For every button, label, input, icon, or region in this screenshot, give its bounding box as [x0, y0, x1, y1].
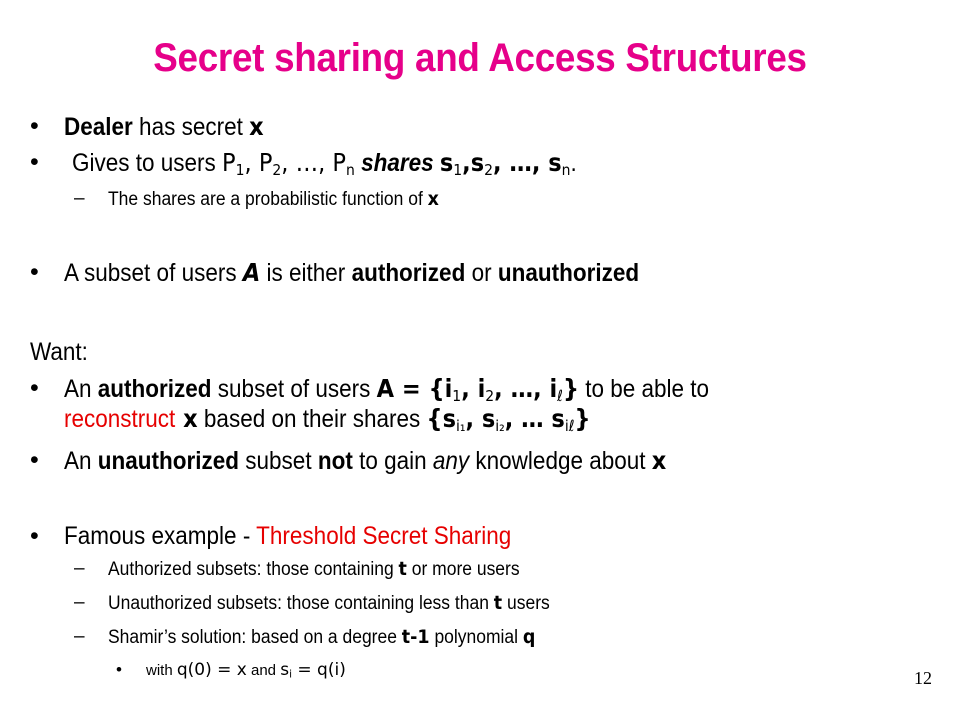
math: t — [398, 558, 407, 580]
math-sub: 1 — [235, 160, 245, 179]
text: to be able to — [578, 375, 710, 403]
line-shamir — [108, 626, 535, 649]
secret-var: x — [249, 112, 264, 141]
bullet-glyph: • — [116, 660, 122, 679]
math-sub: i — [289, 668, 292, 681]
text: subset — [239, 447, 318, 475]
secret-var: x — [651, 446, 667, 475]
math-sub: n — [345, 160, 355, 179]
not-term: not — [317, 447, 353, 475]
math-sub: ℓ — [557, 386, 563, 405]
secret-var: x — [175, 404, 198, 433]
math: t — [493, 592, 503, 614]
dash-glyph: – — [74, 626, 85, 647]
text: . — [570, 149, 577, 177]
text: The shares are a probabilistic function of — [108, 189, 428, 210]
dash-glyph: – — [74, 558, 85, 579]
math: , s — [465, 404, 496, 433]
text: or more users — [406, 559, 520, 580]
line-gives-shares — [72, 148, 577, 179]
bullet-glyph: • — [30, 522, 39, 550]
text: subset of users — [211, 375, 377, 403]
bullet-glyph: • — [30, 374, 39, 402]
math: {s — [426, 404, 456, 433]
text: has secret — [132, 113, 250, 141]
math: , …, i — [494, 374, 558, 403]
line-unauthorized-subsets — [108, 592, 550, 615]
math: = q(i) — [292, 660, 346, 680]
math: } — [562, 374, 579, 403]
math: A — [242, 258, 261, 287]
math: , i — [461, 374, 486, 403]
page-number: 12 — [914, 668, 932, 688]
line-reconstruct — [64, 404, 591, 435]
math: s — [280, 660, 290, 680]
line-authorized-subsets — [108, 558, 520, 581]
text: polynomial — [429, 627, 523, 648]
math-sub: 2 — [484, 160, 494, 179]
line-unauthorized — [64, 446, 666, 476]
math-sub: n — [561, 160, 571, 179]
text: A subset of users — [64, 259, 243, 287]
line-with-q — [146, 660, 346, 681]
text: and — [246, 662, 281, 679]
reconstruct-term: reconstruct — [64, 405, 176, 433]
text: or — [465, 259, 498, 287]
math: s — [439, 148, 454, 177]
slide-title: Secret sharing and Access Structures — [153, 36, 807, 80]
math-sub: 1 — [452, 386, 462, 405]
dealer-term: Dealer — [64, 113, 133, 141]
math: , P — [244, 148, 273, 177]
text: Famous example - — [64, 522, 257, 550]
bullet-glyph: • — [30, 148, 39, 176]
dash-glyph: – — [74, 592, 85, 613]
any-term: any — [432, 447, 470, 475]
math: q — [522, 626, 536, 648]
unauthorized-term: unauthorized — [97, 447, 240, 475]
threshold-term: Threshold Secret Sharing — [256, 522, 512, 550]
text: Authorized subsets: those containing — [108, 559, 399, 580]
line-probabilistic — [108, 188, 439, 211]
unauthorized-term: unauthorized — [497, 259, 640, 287]
math-sub: 2 — [485, 386, 495, 405]
math-sub: 1 — [453, 160, 463, 179]
secret-var: x — [427, 188, 439, 210]
want-heading: Want: — [30, 338, 88, 366]
dash-glyph: – — [74, 188, 85, 209]
math-sub: i₂ — [495, 416, 505, 435]
math-sub: iℓ — [564, 416, 575, 435]
text: users — [502, 593, 550, 614]
math-sub: i₁ — [455, 416, 466, 435]
text: An — [64, 375, 98, 403]
text: Unauthorized subsets: those containing less than — [108, 593, 494, 614]
authorized-term: authorized — [97, 375, 212, 403]
math-sub: 2 — [272, 160, 282, 179]
text: Gives to users — [72, 149, 223, 177]
bullet-glyph: • — [30, 446, 39, 474]
text: based on their shares — [197, 405, 427, 433]
math: , …, s — [493, 148, 562, 177]
bullet-glyph: • — [30, 258, 39, 286]
math: P — [222, 148, 236, 177]
math: t-1 — [401, 626, 430, 648]
line-famous-example — [64, 522, 511, 551]
text: knowledge about — [469, 447, 652, 475]
line-dealer — [64, 112, 264, 142]
math: , …, P — [281, 148, 346, 177]
line-authorized-reconstruct — [64, 374, 709, 405]
text: An — [64, 447, 98, 475]
bullet-glyph: • — [30, 112, 39, 140]
math: A = {i — [376, 374, 453, 403]
text: Shamir’s solution: based on a degree — [108, 627, 402, 648]
math: q(0) = x — [176, 660, 247, 680]
math: ,s — [462, 148, 485, 177]
text: with — [146, 662, 177, 679]
text: is either — [260, 259, 352, 287]
authorized-term: authorized — [351, 259, 466, 287]
line-subset-authorized — [64, 258, 639, 288]
math: , … s — [504, 404, 565, 433]
text: to gain — [352, 447, 433, 475]
math: } — [574, 404, 591, 433]
shares-term: shares — [354, 149, 440, 177]
